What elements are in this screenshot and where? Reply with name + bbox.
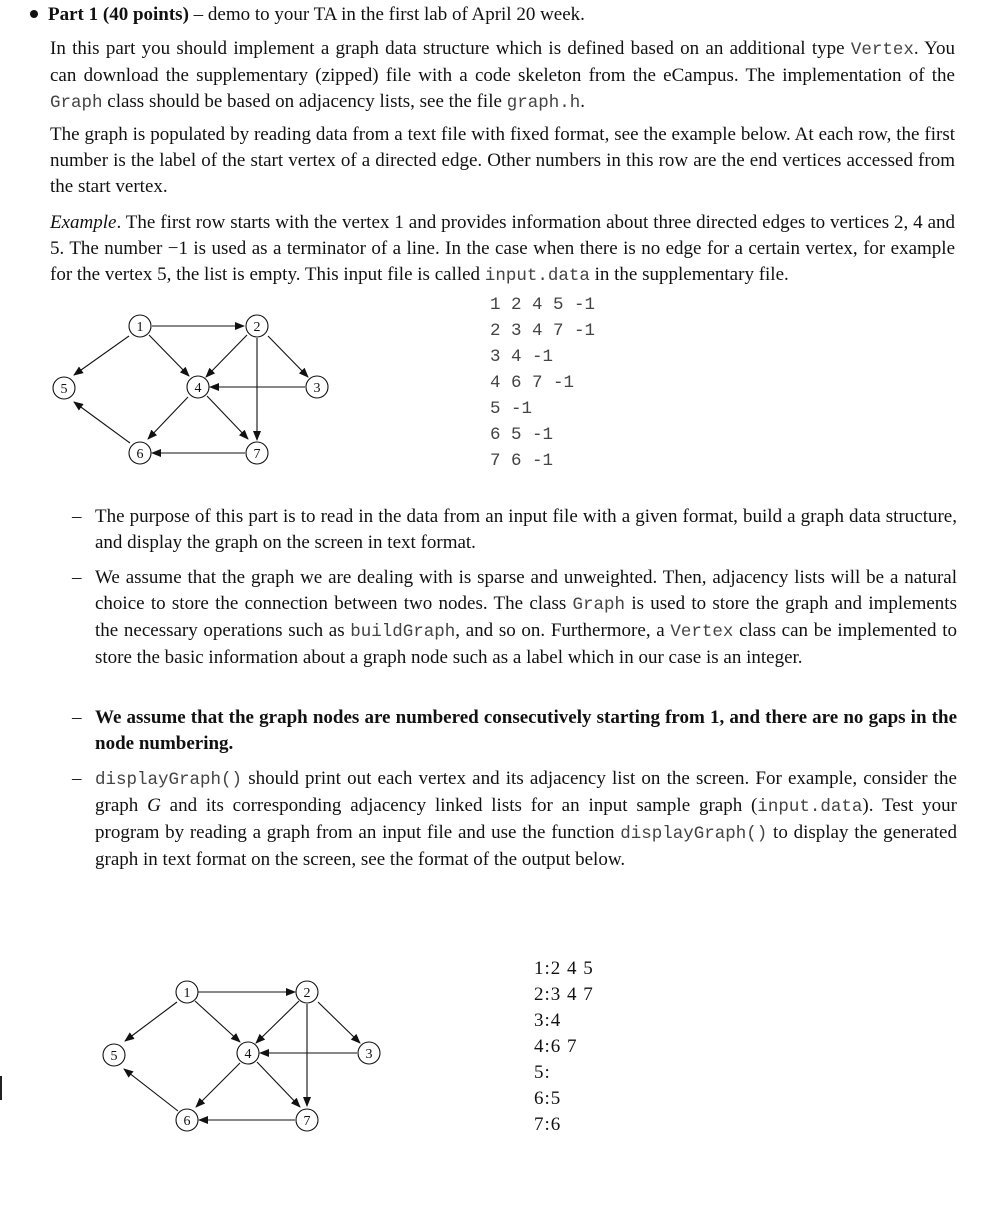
output-line: 1:2 4 5 xyxy=(534,958,594,979)
populate-paragraph: The graph is populated by reading data from a text file with fixed format, see the example below. At each row, the first number is the label of the start vertex of a directed edge. Other numbers in this row are the end vertices accessed from the start vertex. xyxy=(50,124,955,197)
example-label: Example xyxy=(50,212,117,233)
list-dash: – xyxy=(72,707,82,728)
code-displaygraph: displayGraph() xyxy=(95,770,243,790)
intro-paragraph: In this part you should implement a graph data structure which is defined based on an additional type Vertex. You can download the supplementary (zipped) file with a code skeleton from the eCampus. The implementation of the Graph class should be based on adjacency lists, see the file graph.h. xyxy=(50,38,955,113)
node-label-3: 3 xyxy=(365,1047,373,1062)
node-label-1: 1 xyxy=(183,986,191,1001)
list-item-purpose: – The purpose of this part is to read in the data from an input file with a given format, build a graph data structure, and display the graph on the screen in text format. xyxy=(72,506,957,553)
output-line: 6:5 xyxy=(534,1088,562,1109)
node-label-6: 6 xyxy=(136,447,144,462)
input-line: 7 6 -1 xyxy=(490,451,554,471)
list-dash: – xyxy=(72,506,82,527)
graph-diagram-bottom xyxy=(92,962,392,1142)
output-line: 5: xyxy=(534,1062,551,1083)
input-line: 5 -1 xyxy=(490,399,533,419)
margin-mark xyxy=(0,1076,2,1100)
node-label-7: 7 xyxy=(253,447,261,462)
edge-1-4 xyxy=(195,1001,240,1042)
node-label-1: 1 xyxy=(136,320,144,335)
input-data-listing xyxy=(490,292,595,474)
code-input-data: input.data xyxy=(484,266,590,286)
edge-1-5 xyxy=(125,1002,177,1041)
node-label-4: 4 xyxy=(194,381,202,396)
node-label-7: 7 xyxy=(303,1114,311,1129)
input-line: 4 6 7 -1 xyxy=(490,373,575,393)
input-line: 2 3 4 7 -1 xyxy=(490,321,596,341)
code-graph: Graph xyxy=(572,595,626,615)
input-line: 3 4 -1 xyxy=(490,347,554,367)
edge-4-6 xyxy=(148,397,188,439)
code-graph: Graph xyxy=(50,93,103,113)
graph-diagram-top xyxy=(40,296,340,476)
edge-4-7 xyxy=(257,1062,300,1107)
output-line: 2:3 4 7 xyxy=(534,984,594,1005)
edge-2-4 xyxy=(256,1001,299,1043)
list-dash: – xyxy=(72,768,82,789)
output-line: 3:4 xyxy=(534,1010,562,1031)
input-line: 1 2 4 5 -1 xyxy=(490,295,596,315)
bullet-dot xyxy=(30,10,38,18)
list-item-sparse: – We assume that the graph we are dealing with is sparse and unweighted. Then, adjacency lists will be a natural choice to store the connection between two nodes. The class Graph is used to store the graph and implements the necessary operations such as buildGraph, and so on. Furthermore, a Vertex class can be implemented to store the basic information about a graph node such as a label which in our case is an integer. xyxy=(72,567,957,668)
edge-1-5 xyxy=(74,336,129,375)
node-label-5: 5 xyxy=(110,1049,118,1064)
node-label-2: 2 xyxy=(303,986,311,1001)
example-paragraph: Example. The first row starts with the vertex 1 and provides information about three directed edges to vertices 2, 4 and 5. The number −1 is used as a terminator of a line. In the case when there is no edge for a certain vertex, for example for the vertex 5, the list is empty. This input file is called input.data in the supplementary file. xyxy=(50,212,955,286)
edge-2-4 xyxy=(206,335,247,377)
list-item-numbering: – We assume that the graph nodes are numbered consecutively starting from 1, and there are no gaps in the node numbering. xyxy=(72,707,957,754)
node-label-6: 6 xyxy=(183,1114,191,1129)
graph-symbol: G xyxy=(147,795,161,816)
node-label-3: 3 xyxy=(313,381,321,396)
input-line: 6 5 -1 xyxy=(490,425,554,445)
code-displaygraph: displayGraph() xyxy=(620,824,768,844)
node-label-5: 5 xyxy=(60,382,68,397)
code-input-data: input.data xyxy=(757,797,863,817)
part-header xyxy=(30,4,970,26)
code-buildgraph: buildGraph xyxy=(350,622,456,642)
node-label-4: 4 xyxy=(244,1047,252,1062)
code-vertex: Vertex xyxy=(670,622,734,642)
output-line: 4:6 7 xyxy=(534,1036,578,1057)
node-label-2: 2 xyxy=(253,320,261,335)
edge-6-5 xyxy=(74,402,130,443)
edge-4-7 xyxy=(207,396,248,439)
edge-6-5 xyxy=(124,1069,178,1111)
list-item-display: – displayGraph() should print out each vertex and its adjacency list on the screen. For example, consider the graph G and its corresponding adjacency linked lists for an input sample graph (input.data). Test your program by reading a graph from an input file and use the function displayGraph() to display the generated graph in text format on the screen, see the format of the output below. xyxy=(72,768,957,870)
code-graph-h: graph.h xyxy=(506,93,581,113)
output-listing xyxy=(534,956,594,1138)
part-subtitle: – demo to your TA in the first lab of April 20 week. xyxy=(188,4,585,25)
part-title: Part 1 (40 points) xyxy=(48,4,189,25)
code-vertex: Vertex xyxy=(850,40,914,60)
edge-2-3 xyxy=(268,336,308,377)
output-line: 7:6 xyxy=(534,1114,562,1135)
list-dash: – xyxy=(72,567,82,588)
edge-1-4 xyxy=(149,335,189,376)
edge-2-3 xyxy=(318,1002,360,1043)
edge-4-6 xyxy=(196,1063,240,1107)
